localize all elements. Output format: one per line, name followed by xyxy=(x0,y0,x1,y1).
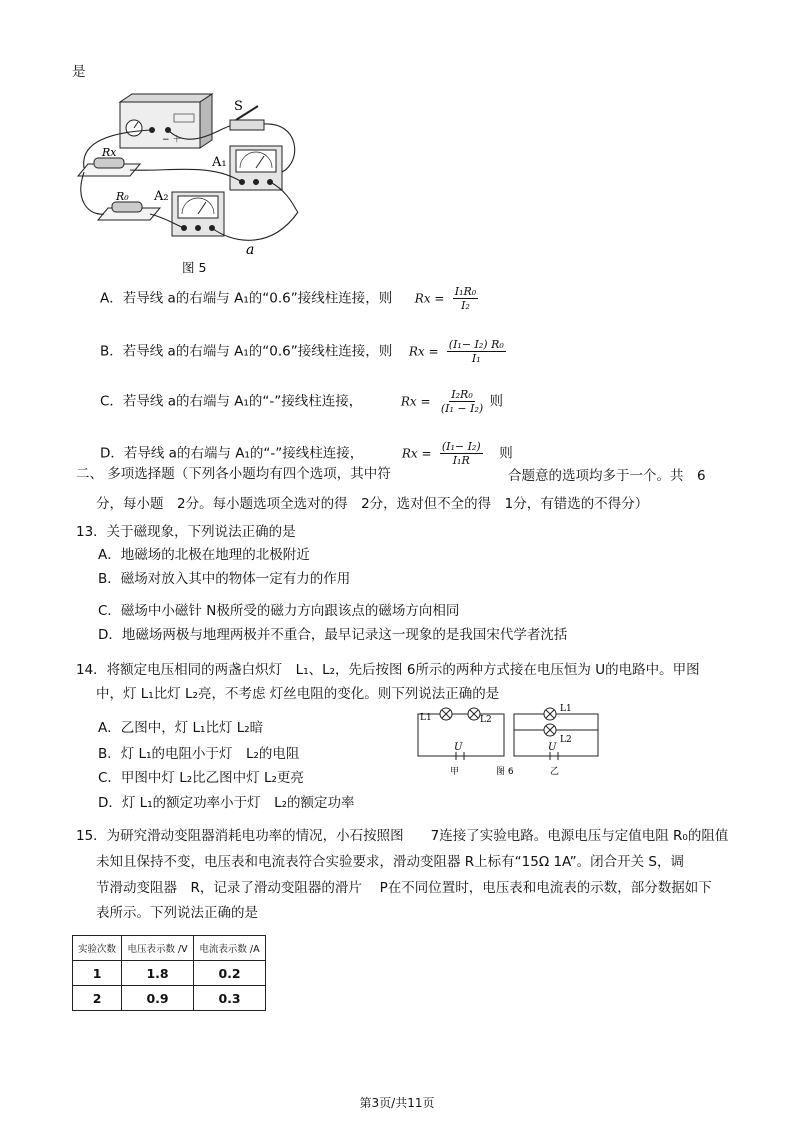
q12-option-c xyxy=(100,388,503,415)
fraction-numerator: I₂R₀ xyxy=(451,388,473,401)
section-2-heading-left: 二、 多项选择题（下列各小题均有四个选项，其中符 xyxy=(76,466,391,482)
table-cell: 1 xyxy=(73,961,122,986)
formula-fraction xyxy=(447,338,506,365)
q14-option-c: C．甲图中灯 L₂比乙图中灯 L₂更亮 xyxy=(98,770,304,786)
q14-option-b: B．灯 L₁的电阻小于灯 L₂的电阻 xyxy=(98,746,300,762)
switch-s xyxy=(230,99,264,130)
fraction-numerator: (I₁− I₂) xyxy=(441,440,481,453)
yi-l1-label: L1 xyxy=(560,704,572,714)
figure-5-caption: 图 5 xyxy=(182,260,207,275)
q13-option-a: A．地磁场的北极在地理的北极附近 xyxy=(98,547,310,563)
formula-rx: Rx = xyxy=(401,446,432,461)
formula-fraction xyxy=(453,285,478,312)
table-cell: 0.2 xyxy=(194,961,266,986)
table-header-row xyxy=(73,936,266,961)
q12-option-b xyxy=(100,338,506,365)
formula-fraction xyxy=(440,440,483,467)
ammeter-a1 xyxy=(211,146,282,190)
option-text: B．若导线 a的右端与 A₁的“0.6”接线柱连接，则 xyxy=(100,343,393,360)
q14-option-d: D．灯 L₁的额定功率小于灯 L₂的额定功率 xyxy=(98,795,355,811)
q12-option-d xyxy=(100,440,513,467)
q13-stem: 13．关于磁现象，下列说法正确的是 xyxy=(76,524,296,540)
fraction-denominator: I₁ xyxy=(471,352,481,365)
q15-line-3: 节滑动变阻器 R，记录了滑动变阻器的滑片 P在不同位置时，电压表和电流表的示数，部分数据如下 xyxy=(96,880,712,896)
jia-l2-label: L2 xyxy=(480,715,492,725)
q14-option-a: A．乙图中，灯 L₁比灯 L₂暗 xyxy=(98,720,264,736)
table-cell: 0.9 xyxy=(122,986,194,1011)
fraction-denominator: I₁R xyxy=(452,454,470,467)
option-text: C．若导线 a的右端与 A₁的“-”接线柱连接， xyxy=(100,393,363,410)
a1-label: A₁ xyxy=(212,155,227,170)
table-header-cell: 电流表示数 /A xyxy=(194,936,266,961)
figure-6-circuits xyxy=(410,700,610,780)
figure-6-jia: 甲 xyxy=(450,767,460,777)
option-tail: 则 xyxy=(489,393,503,410)
figure-6-yi: 乙 xyxy=(550,767,560,777)
table-cell: 0.3 xyxy=(194,986,266,1011)
formula-rx: Rx = xyxy=(414,291,445,306)
r0-label: R₀ xyxy=(116,190,129,203)
rx-label: Rx xyxy=(102,146,117,159)
q13-option-d: D．地磁场两极与地理两极并不重合，最早记录这一现象的是我国宋代学者沈括 xyxy=(98,627,568,643)
jia-u-label: U xyxy=(454,742,463,753)
continuation-text: 是 xyxy=(72,64,86,80)
formula-fraction xyxy=(439,388,485,415)
figure-6-caption: 图 6 xyxy=(496,767,514,777)
table-header-cell: 电压表示数 /V xyxy=(122,936,194,961)
yi-u-label: U xyxy=(548,742,557,753)
svg-text:− ＋: − ＋ xyxy=(162,135,182,145)
section-2-heading-right: 合题意的选项均多于一个。共 6 xyxy=(508,468,706,484)
q15-line-1: 15．为研究滑动变阻器消耗电功率的情况，小石按照图 7连接了实验电路。电源电压与定值电阻 R₀的阻值 xyxy=(76,828,729,844)
formula-rx: Rx = xyxy=(400,394,431,409)
table-row xyxy=(73,986,266,1011)
q14-stem-line-1: 14．将额定电压相同的两盏白炽灯 L₁、L₂，先后按图 6所示的两种方式接在电压恒为 U的电路中。甲图 xyxy=(76,662,700,678)
table-cell: 2 xyxy=(73,986,122,1011)
resistor-r0 xyxy=(98,190,160,220)
page-footer: 第3页/共11页 xyxy=(359,1096,435,1110)
formula-rx: Rx = xyxy=(408,344,439,359)
option-tail: 则 xyxy=(499,445,513,462)
yi-l2-label: L2 xyxy=(560,735,572,745)
jia-l1-label: L1 xyxy=(420,713,432,723)
fraction-numerator: I₁R₀ xyxy=(454,285,477,298)
table-cell: 1.8 xyxy=(122,961,194,986)
switch-label: S xyxy=(234,99,243,114)
q14-stem-line-2: 中，灯 L₁比灯 L₂亮，不考虑 灯丝电阻的变化。则下列说法正确的是 xyxy=(96,686,500,702)
q15-line-4: 表所示。下列说法正确的是 xyxy=(96,905,258,921)
q15-line-2: 未知且保持不变，电压表和电流表符合实验要求，滑动变阻器 R上标有“15Ω 1A”。闭合开关 S，调 xyxy=(96,854,684,870)
table-row xyxy=(73,961,266,986)
q12-option-a xyxy=(100,285,478,312)
section-2-instructions: 分，每小题 2分。每小题选项全选对的得 2分，选对但不全的得 1分，有错选的不得分） xyxy=(96,496,649,512)
fraction-denominator: I₂ xyxy=(461,299,470,312)
q15-data-table xyxy=(72,935,266,1011)
wire-a-label: a xyxy=(246,242,255,258)
figure-5-circuit-apparatus xyxy=(70,92,310,262)
q13-option-c: C．磁场中小磁针 N极所受的磁力方向跟该点的磁场方向相同 xyxy=(98,603,460,619)
fraction-denominator: (I₁ − I₂) xyxy=(440,402,484,415)
q13-option-b: B．磁场对放入其中的物体一定有力的作用 xyxy=(98,571,351,587)
option-text: D．若导线 a的右端与 A₁的“-”接线柱连接， xyxy=(100,445,364,462)
table-header-cell: 实验次数 xyxy=(73,936,122,961)
fraction-numerator: (I₁− I₂) R₀ xyxy=(448,338,504,351)
a2-label: A₂ xyxy=(154,189,169,204)
option-text: A．若导线 a的右端与 A₁的“0.6”接线柱连接，则 xyxy=(100,290,393,307)
power-supply xyxy=(120,94,212,148)
